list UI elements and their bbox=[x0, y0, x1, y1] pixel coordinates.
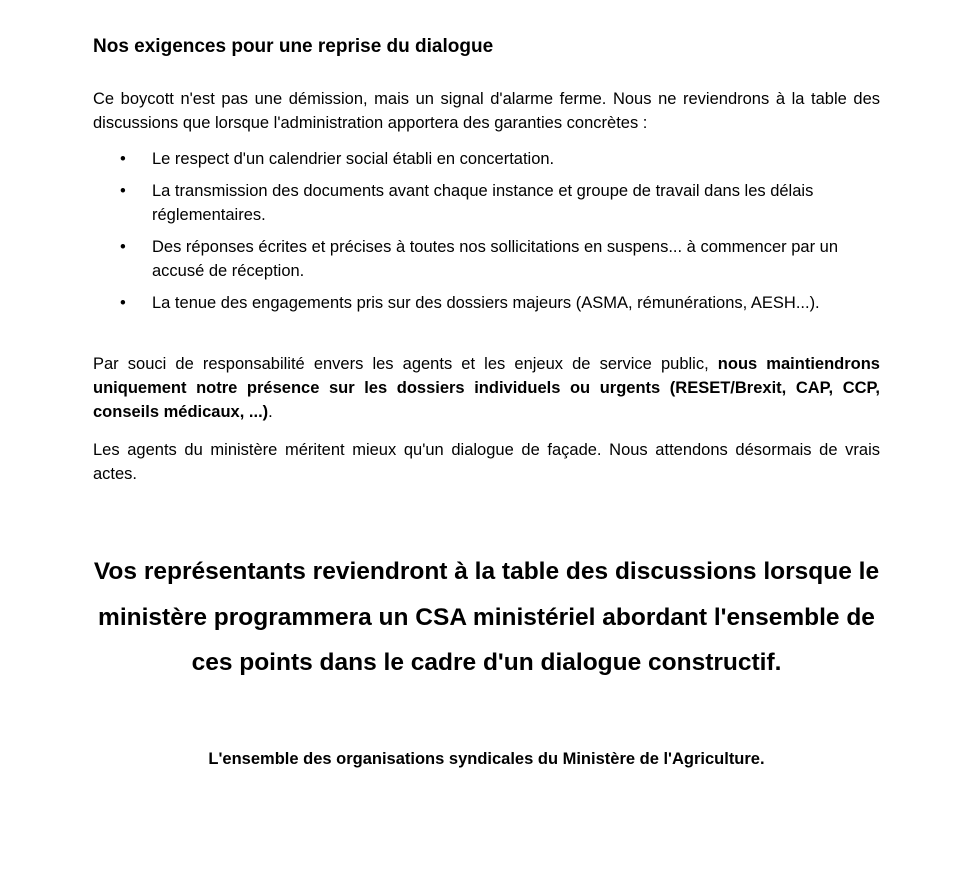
signature-line: L'ensemble des organisations syndicales du Ministère de l'Agriculture. bbox=[208, 749, 765, 768]
bullet-icon: • bbox=[120, 238, 126, 256]
list-item-text: La transmission des documents avant chaque instance et groupe de travail dans les délais réglementaires. bbox=[152, 182, 814, 224]
callout-statement: Vos représentants reviendront à la table des discussions lorsque le ministère programmera un CSA ministériel abordant l'ensemble de ces points dans le cadre d'un dialogue constructif. bbox=[93, 558, 880, 676]
list-item bbox=[93, 235, 880, 283]
list-item-text: La tenue des engagements pris sur des dossiers majeurs (ASMA, rémunérations, AESH...). bbox=[152, 294, 820, 312]
bullet-icon: • bbox=[120, 294, 126, 312]
list-item-text: Des réponses écrites et précises à toutes nos sollicitations en suspens... à commencer par un accusé de réception. bbox=[152, 238, 839, 280]
responsibility-paragraph bbox=[93, 352, 880, 424]
list-item bbox=[93, 147, 880, 171]
bullet-icon: • bbox=[120, 182, 126, 200]
document-page bbox=[93, 34, 880, 770]
responsibility-text: Par souci de responsabilité envers les agents et les enjeux de service public, bbox=[93, 355, 718, 373]
agents-paragraph: Les agents du ministère méritent mieux qu'un dialogue de façade. Nous attendons désormais de vrais actes. bbox=[93, 441, 880, 483]
bullet-icon: • bbox=[120, 150, 126, 168]
intro-paragraph: Ce boycott n'est pas une démission, mais un signal d'alarme ferme. Nous ne reviendrons à la table des discussions que lorsque l'administration apportera des garanties concrètes : bbox=[93, 90, 880, 132]
demands-list bbox=[93, 147, 880, 315]
section-heading: Nos exigences pour une reprise du dialogue bbox=[93, 36, 494, 57]
list-item-text: Le respect d'un calendrier social établi en concertation. bbox=[152, 150, 555, 168]
responsibility-end: . bbox=[268, 403, 273, 421]
list-item bbox=[93, 291, 880, 315]
responsibility-bold-text: nous maintiendrons uniquement notre présence sur les dossiers individuels ou urgents (RESET/Brexit, CAP, CCP, conseils médicaux, ...) bbox=[93, 355, 880, 421]
list-item bbox=[93, 179, 880, 227]
